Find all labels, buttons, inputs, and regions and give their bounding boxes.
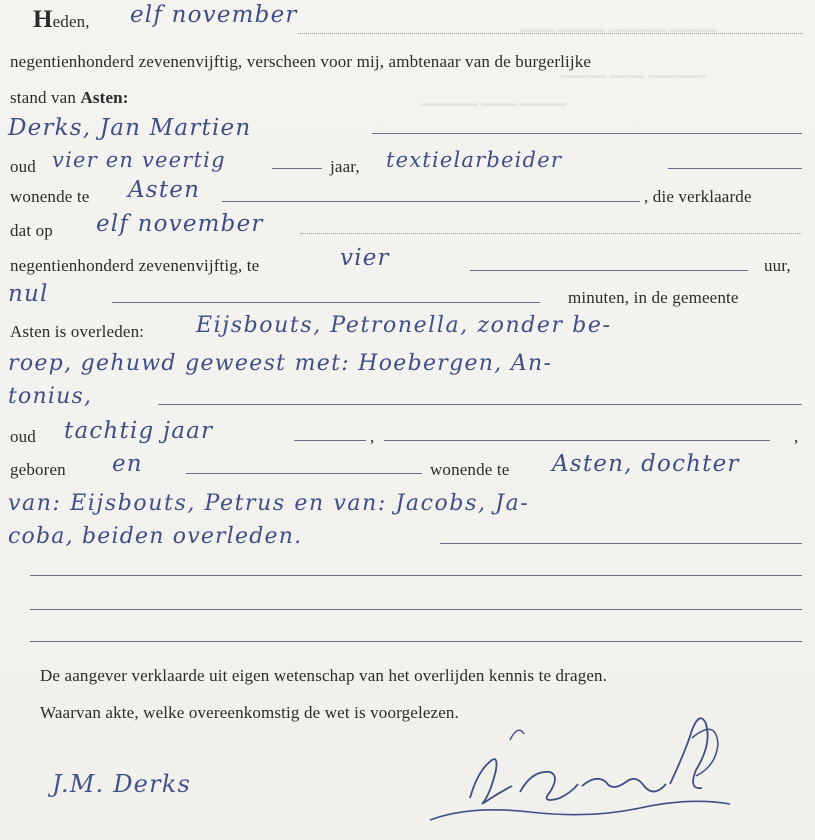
fill-line — [158, 404, 802, 405]
handwritten-date-2: elf november — [96, 211, 264, 237]
fill-line — [30, 641, 802, 642]
bleed-through-text: ▁▁▁▁ ▁▁▁ ▁▁▁▁▁ — [560, 62, 706, 78]
fill-line — [112, 302, 540, 303]
fill-line — [300, 233, 802, 234]
signature-registrar — [400, 700, 800, 840]
heden-label — [33, 6, 90, 34]
signature-declarant: J.M. Derks — [52, 770, 191, 798]
fill-line — [186, 473, 422, 474]
fill-line — [30, 609, 802, 610]
heden-initial: H — [33, 6, 53, 33]
handwritten-declarant-age: vier en veertig — [52, 148, 226, 172]
minuten-label: minuten, in de gemeente — [568, 288, 739, 307]
fill-line — [298, 33, 803, 34]
fill-line — [30, 575, 802, 576]
bleed-through-text: ▁▁▁ ▁▁▁▁ ▁▁▁▁▁ ▁▁▁▁ — [520, 16, 716, 32]
die-verklaarde-label: , die verklaarde — [644, 187, 752, 206]
handwritten-date-1: elf november — [130, 2, 298, 28]
uur-label: uur, — [764, 256, 791, 275]
fill-line — [384, 440, 770, 441]
handwritten-deceased-line-2: roep, gehuwd geweest met: Hoebergen, An- — [8, 351, 553, 376]
fill-line — [272, 168, 322, 169]
comma-end: , — [794, 427, 799, 446]
comma: , — [370, 427, 375, 446]
handwritten-minutes: nul — [8, 281, 49, 307]
oud-label-2: oud — [10, 427, 36, 446]
closing-line-1: De aangever verklaarde uit eigen wetenschap van het overlijden kennis te dragen. — [40, 666, 608, 685]
wonende-te-label-2: wonende te — [430, 460, 510, 479]
dat-op-label: dat op — [10, 221, 53, 240]
oud-label: oud — [10, 157, 36, 176]
handwritten-declarant-occupation: textielarbeider — [386, 148, 563, 172]
handwritten-deceased-line-1: Eijsbouts, Petronella, zonder be- — [196, 313, 612, 338]
place-asten: Asten: — [80, 88, 129, 107]
printed-line-te: negentienhonderd zevenenvijftig, te — [10, 256, 260, 275]
heden-rest: eden, — [52, 12, 90, 31]
fill-line — [372, 133, 802, 134]
asten-overleden-label: Asten is overleden: — [10, 322, 145, 341]
fill-line — [222, 201, 640, 202]
handwritten-hour: vier — [340, 245, 390, 271]
handwritten-deceased-line-3: tonius, — [8, 384, 93, 409]
handwritten-declarant-name: Derks, Jan Martien — [8, 115, 252, 141]
handwritten-residence-deceased: Asten, dochter — [552, 451, 740, 477]
fill-line — [440, 543, 802, 544]
jaar-label: jaar, — [330, 157, 360, 176]
fill-line — [668, 168, 802, 169]
handwritten-deceased-age: tachtig jaar — [64, 418, 214, 444]
handwritten-parents-line-1: van: Eijsbouts, Petrus en van: Jacobs, Ja- — [8, 491, 530, 516]
stand-van-label: stand van — [10, 88, 81, 107]
handwritten-birthplace: en — [112, 451, 143, 477]
wonende-te-label: wonende te — [10, 187, 90, 206]
handwritten-declarant-residence: Asten — [128, 177, 201, 203]
fill-line — [470, 270, 748, 271]
geboren-label: geboren — [10, 460, 66, 479]
handwritten-parents-line-2: coba, beiden overleden. — [8, 524, 303, 549]
printed-line-2: negentienhonderd zevenenvijftig, verscheen voor mij, ambtenaar van de burgerlijke — [10, 52, 592, 71]
bleed-through-text: ▁▁▁▁▁ ▁▁▁ ▁▁▁▁ — [420, 90, 566, 106]
fill-line — [294, 440, 366, 441]
closing-line-2: Waarvan akte, welke overeenkomstig de wet is voorgelezen. — [40, 703, 459, 722]
printed-line-3 — [10, 88, 129, 108]
